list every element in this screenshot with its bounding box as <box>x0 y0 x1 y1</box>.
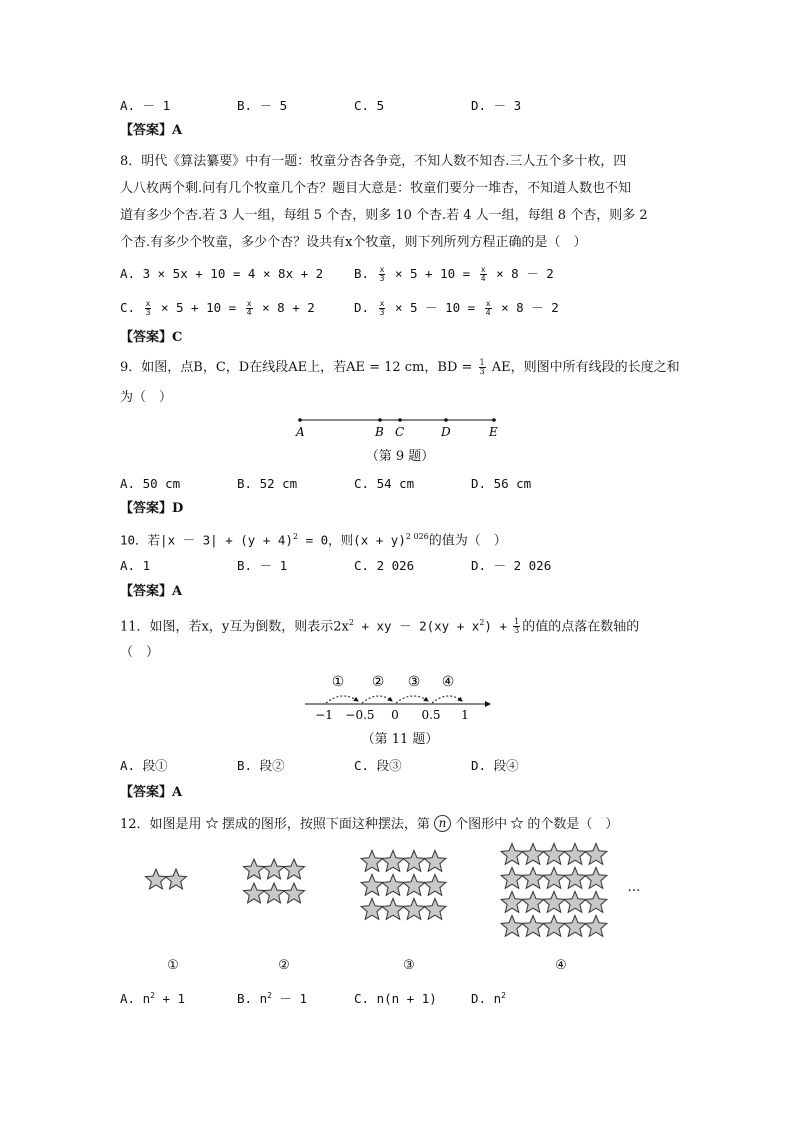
star-icon <box>403 851 425 872</box>
star-icon <box>501 916 523 937</box>
q10-sup2: 2 026 <box>405 532 429 541</box>
q9-answer: 【答案】D <box>120 501 184 516</box>
q11-sup2: 2 <box>479 618 485 627</box>
q8-line-4: 个杏.有多少个牧童，多少个杏？设共有x个牧童，则下列所列方程正确的是（ ） <box>120 235 587 250</box>
q7-answer: 【答案】A <box>120 123 183 138</box>
star-icon <box>264 883 285 903</box>
q7-option-b: B. － 5 <box>237 98 288 113</box>
star-icon <box>403 875 425 896</box>
q8-c-frac2-den: 4 <box>246 308 252 317</box>
q10-option-b: B. － 1 <box>237 558 288 573</box>
q9-fraction <box>479 359 486 376</box>
q12-fig-label-4: ④ <box>555 958 567 973</box>
q12-b-post: － 1 <box>271 991 308 1007</box>
q9-frac-num: 1 <box>479 358 485 367</box>
q8-b-frac1-num: x <box>379 265 385 274</box>
q12-pre: 12．如图是用 <box>120 817 202 832</box>
q10-answer: 【答案】A <box>120 584 183 599</box>
q12-a-post: + 1 <box>154 991 186 1007</box>
star-icon <box>501 868 523 889</box>
star-icon <box>564 868 586 889</box>
star-icon <box>382 899 404 920</box>
star-icon <box>522 868 544 889</box>
q9-caption: （第 9 题） <box>365 449 435 464</box>
q12-c-pre: C. n(n + 1) <box>354 991 437 1007</box>
q11-answer: 【答案】A <box>120 785 183 800</box>
q12-b-sup: 2 <box>267 991 272 1000</box>
star-icon <box>264 859 285 879</box>
q11-pre: 11．如图，若x，y互为倒数，则表示2x <box>120 619 349 635</box>
q9-option-b: B. 52 cm <box>237 476 298 491</box>
star-icon <box>522 916 544 937</box>
q10-line <box>120 527 507 551</box>
q11-arc-2 <box>362 696 392 703</box>
q10-option-d: D. － 2 026 <box>471 558 552 573</box>
q8-option-d-frac1 <box>379 300 386 317</box>
q8-option-b-frac2 <box>480 266 487 283</box>
q11-segment-label-1: ① <box>331 674 345 690</box>
q8-b-frac1-den: 3 <box>379 274 385 283</box>
q9-option-d: D. 56 cm <box>471 476 532 491</box>
q12-b-pre: B. n <box>237 991 268 1007</box>
q8-option-c-mid: × 5 + 10 = <box>160 300 237 315</box>
q11-number-line-figure <box>300 668 500 724</box>
star-icon <box>585 844 607 865</box>
q11-option-b: B. 段② <box>237 758 285 773</box>
q8-option-d-mid: × 5 － 10 = <box>394 300 476 315</box>
star-icon <box>284 859 305 879</box>
star-icon <box>522 844 544 865</box>
q9-label-d: D <box>441 425 451 439</box>
q11-sup1: 2 <box>348 618 354 627</box>
q8-option-b <box>354 264 554 284</box>
q11-arc-3 <box>396 696 428 703</box>
q9-point-c <box>398 418 402 422</box>
star-icon <box>424 899 446 920</box>
q11-post: 的值的点落在数轴的 <box>522 619 640 635</box>
q11-segment-label-4: ④ <box>441 674 455 690</box>
q12-ellipsis: … <box>627 880 641 895</box>
q11-line-1 <box>120 613 639 637</box>
star-icon <box>543 868 565 889</box>
star-icon <box>424 851 446 872</box>
q9-label-b: B <box>375 425 384 439</box>
star-icon <box>424 875 446 896</box>
q11-arc-1 <box>326 696 358 703</box>
q9-option-c: C. 54 cm <box>354 476 415 491</box>
q8-line-3: 道有多少个杏.若 3 人一组，每组 5 个杏，则多 10 个杏.若 4 人一组，每组 8 个杏，则多 2 <box>120 208 648 223</box>
q11-segment-label-3: ③ <box>407 674 421 690</box>
q11-tick-05: 0.5 <box>421 708 441 722</box>
q9-line-2: 为（ ） <box>120 390 173 405</box>
q8-b-frac2-num: x <box>480 265 486 274</box>
q8-c-frac1-den: 3 <box>145 308 151 317</box>
star-icon <box>382 875 404 896</box>
q12-mid1: 摆成的图形，按照下面这种摆法，第 <box>221 817 430 832</box>
q11-tick-0: 0 <box>391 708 399 722</box>
star-icon <box>284 883 305 903</box>
q9-point-d <box>444 418 448 422</box>
q9-line-1-post: AE，则图中所有线段的长度之和 <box>491 360 680 375</box>
q8-option-a: A. 3 × 5x + 10 = 4 × 8x + 2 <box>120 266 324 281</box>
star-icon <box>511 817 523 829</box>
star-icon <box>522 892 544 913</box>
q12-fig-label-3: ③ <box>403 958 415 973</box>
q9-label-a: A <box>296 425 305 439</box>
star-icon <box>564 916 586 937</box>
q11-option-d: D. 段④ <box>471 758 519 773</box>
q10-option-a: A. 1 <box>120 558 151 573</box>
q11-caption: （第 11 题） <box>361 732 439 747</box>
star-icon <box>585 916 607 937</box>
q12-a-pre: A. n <box>120 991 151 1007</box>
star-icon <box>501 844 523 865</box>
q9-label-c: C <box>395 425 405 439</box>
q8-d-frac2-den: 4 <box>485 308 491 317</box>
star-icon <box>403 899 425 920</box>
q8-line-2: 人八枚两个剩.问有几个牧童几个杏？题目大意是：牧童们要分一堆杏，不知道人数也不知 <box>120 181 632 196</box>
q8-option-d-end: × 8 － 2 <box>501 300 559 315</box>
q9-point-e <box>492 418 496 422</box>
q9-point-b <box>378 418 382 422</box>
q11-frac-num: 1 <box>514 617 520 627</box>
q8-option-b-label: B. <box>354 266 370 281</box>
star-icon <box>382 851 404 872</box>
q12-fig-label-2: ② <box>278 958 290 973</box>
star-icon <box>564 892 586 913</box>
q8-option-c-label: C. <box>120 300 136 315</box>
q7-option-d: D. － 3 <box>471 98 522 113</box>
q11-mid2: ) + <box>484 618 507 634</box>
star-icon <box>361 899 383 920</box>
q8-line-1: 8．明代《算法纂要》中有一题：牧童分杏各争竞，不知人数不知杏.三人五个多十枚，四 <box>120 154 627 169</box>
q10-option-c: C. 2 026 <box>354 558 415 573</box>
q12-a-sup: 2 <box>150 991 155 1000</box>
star-icon <box>361 875 383 896</box>
q12-d-sup: 2 <box>501 991 506 1000</box>
q11-segment-label-2: ② <box>371 674 385 690</box>
q8-d-frac2-num: x <box>485 299 491 308</box>
q8-option-d-label: D. <box>354 300 370 315</box>
q12-option-c <box>354 986 437 1009</box>
q8-option-c <box>120 298 315 318</box>
star-icon <box>166 869 187 889</box>
star-icon <box>146 869 167 889</box>
q8-answer: 【答案】C <box>120 330 183 345</box>
q9-line-1 <box>120 358 680 378</box>
q10-post: 的值为（ ） <box>428 533 507 549</box>
q9-frac-den: 3 <box>479 367 485 376</box>
q11-fraction <box>513 618 520 635</box>
star-icon <box>585 892 607 913</box>
q10-pre: 10．若|x － 3| + (y + 4) <box>120 532 293 548</box>
star-icon <box>244 883 265 903</box>
star-icon <box>206 817 218 829</box>
q12-n-circled: n <box>434 815 451 832</box>
q12-mid2: 个图形中 <box>455 817 508 832</box>
q7-option-a: A. － 1 <box>120 98 171 113</box>
q8-option-c-frac2 <box>246 300 253 317</box>
star-icon <box>543 844 565 865</box>
q8-option-c-end: × 8 + 2 <box>262 300 315 315</box>
q8-option-b-mid: × 5 + 10 = <box>394 266 471 281</box>
q12-option-a <box>120 986 185 1009</box>
q12-option-d <box>471 986 506 1009</box>
q9-segment-figure <box>290 410 510 442</box>
q8-d-frac1-den: 3 <box>379 308 385 317</box>
q11-frac-den: 3 <box>514 626 520 636</box>
star-icon <box>585 868 607 889</box>
q10-mid: = 0，则(x + y) <box>298 532 406 548</box>
q12-line <box>120 815 618 835</box>
q11-arc-4 <box>432 696 462 703</box>
q9-label-e: E <box>489 425 498 439</box>
q8-option-d-frac2 <box>485 300 492 317</box>
q7-option-c: C. 5 <box>354 98 385 113</box>
q8-option-b-frac1 <box>379 266 386 283</box>
star-icon <box>244 859 265 879</box>
q11-option-c: C. 段③ <box>354 758 402 773</box>
q12-fig-label-1: ① <box>167 958 179 973</box>
q8-c-frac2-num: x <box>246 299 252 308</box>
star-icon <box>543 916 565 937</box>
q11-tick-neg05: −0.5 <box>345 708 375 722</box>
q9-option-a: A. 50 cm <box>120 476 181 491</box>
q11-tick-neg1: −1 <box>315 708 333 722</box>
q11-mid1: + xy － 2(xy + x <box>353 618 480 634</box>
star-icon <box>564 844 586 865</box>
q8-d-frac1-num: x <box>379 299 385 308</box>
q8-option-d <box>354 298 559 318</box>
star-icon <box>543 892 565 913</box>
q12-post: 的个数是（ ） <box>527 817 619 832</box>
q8-option-c-frac1 <box>145 300 152 317</box>
q9-point-a <box>298 418 302 422</box>
star-icon <box>361 851 383 872</box>
q12-d-pre: D. n <box>471 991 502 1007</box>
q11-option-a: A. 段① <box>120 758 168 773</box>
q8-option-b-end: × 8 － 2 <box>496 266 554 281</box>
q10-sup1: 2 <box>292 532 299 541</box>
q8-c-frac1-num: x <box>145 299 151 308</box>
q12-option-b <box>237 986 307 1009</box>
q11-tick-1: 1 <box>461 708 469 722</box>
q11-line-2: （ ） <box>120 645 160 660</box>
q8-b-frac2-den: 4 <box>480 274 486 283</box>
q9-line-1-pre: 9．如图，点B，C，D在线段AE上，若AE = 12 cm，BD = <box>120 360 473 375</box>
star-icon <box>501 892 523 913</box>
